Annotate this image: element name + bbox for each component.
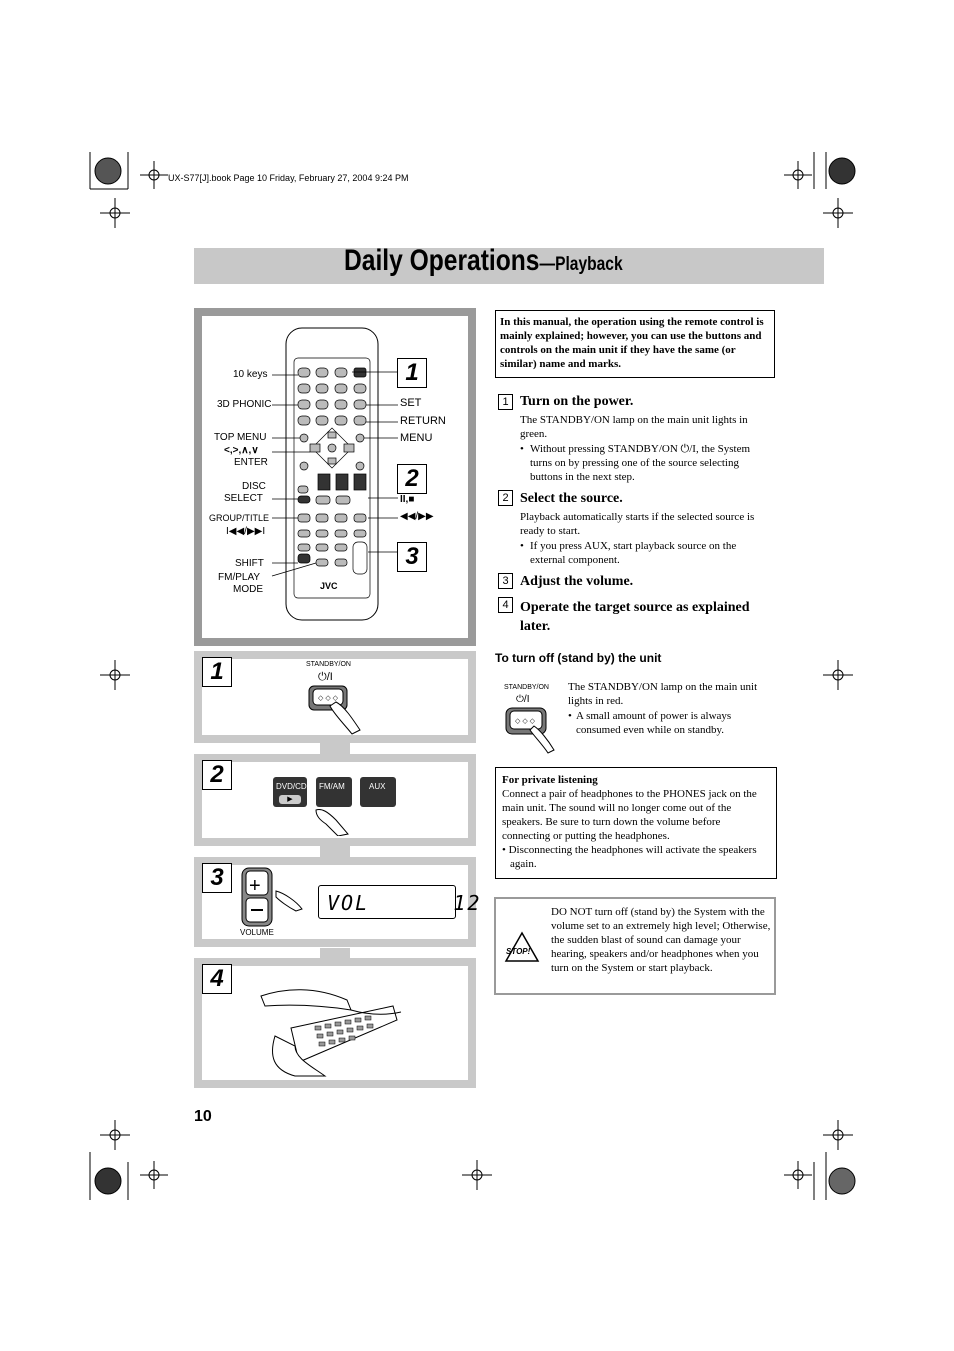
aux-label: AUX xyxy=(369,782,386,791)
step-2-heading: Select the source. xyxy=(520,491,623,506)
warning-box xyxy=(494,897,776,995)
standby-bullet-text: A small amount of power is always consumed even while on standby. xyxy=(576,710,732,736)
step-1-number: 1 xyxy=(498,394,513,410)
label-ten-keys: 10 keys xyxy=(233,369,268,380)
standby-press-icon xyxy=(502,706,562,756)
dvd-cd-button[interactable] xyxy=(273,777,307,807)
step-panel-4-number: 4 xyxy=(202,964,232,994)
callout-2: 2 xyxy=(397,464,427,494)
standby-symbol: ⏻/I xyxy=(516,694,530,705)
finger-icon xyxy=(312,806,352,836)
standby-label: STANDBY/ON xyxy=(306,661,351,668)
callout-1: 1 xyxy=(397,358,427,388)
label-menu: MENU xyxy=(400,432,433,444)
label-select: SELECT xyxy=(224,493,263,504)
file-info: UX-S77[J].book Page 10 Friday, February 27, 2004 9:24 PM xyxy=(168,173,409,183)
label-rew-ff: ◀◀/▶▶ xyxy=(400,511,434,522)
label-shift: SHIFT xyxy=(235,558,264,569)
step-2-bullet-text: If you press AUX, start playback source on the external component. xyxy=(530,540,737,566)
private-bullet: • Disconnecting the headphones will activate the speakers again. xyxy=(502,844,757,870)
step-3-number: 3 xyxy=(498,573,513,589)
power-symbol: ⏻/I xyxy=(318,671,333,683)
private-listening-box xyxy=(495,767,777,879)
dvd-cd-label: DVD/CD xyxy=(276,782,307,791)
step-panel-1-number: 1 xyxy=(202,657,232,687)
callout-3: 3 xyxy=(397,542,427,572)
label-disc: DISC xyxy=(242,481,266,492)
step-1-heading: Turn on the power. xyxy=(520,394,634,409)
fm-am-button[interactable] xyxy=(316,777,352,807)
step-4-number: 4 xyxy=(498,597,513,613)
label-group-title: GROUP/TITLE xyxy=(209,513,270,523)
page-number: 10 xyxy=(194,1108,212,1125)
private-heading: For private listening xyxy=(502,774,598,786)
step-1-bullet: • Without pressing STANDBY/ON ⏻/I, the System turns on by pressing one of the source selecting buttons in the next step. xyxy=(520,442,774,484)
stop-icon-text: STOP! xyxy=(506,947,531,956)
step-1-bullet-text: Without pressing STANDBY/ON ⏻/I, the System turns on by pressing one of the source selecting buttons in the next step. xyxy=(530,443,751,483)
label-enter: ENTER xyxy=(234,457,268,468)
warning-text: DO NOT turn off (stand by) the System with the volume set to an extremely high level; Otherwise, the sudden blast of sound can damage your hearing, speakers and/or headphones when you turn on the System or start playback. xyxy=(551,906,771,974)
label-set: SET xyxy=(400,397,422,409)
private-text: Connect a pair of headphones to the PHONES jack on the main unit. The sound will no longer come out of the speakers. Be sure to turn down the volume before connecting or putting the headphones. xyxy=(502,788,757,842)
title-sub: —Playback xyxy=(539,254,623,275)
label-mode: MODE xyxy=(233,584,263,595)
step-4-heading: Operate the target source as explained later. xyxy=(520,600,750,634)
standby-text: The STANDBY/ON lamp on the main unit lights in red. xyxy=(568,681,758,707)
step-panel-2-number: 2 xyxy=(202,760,232,790)
svg-text:◇ ◇ ◇: ◇ ◇ ◇ xyxy=(515,718,536,725)
brand-logo: JVC xyxy=(320,581,338,591)
step-3-heading: Adjust the volume. xyxy=(520,574,634,589)
svg-text:◇ ◇ ◇: ◇ ◇ ◇ xyxy=(318,695,339,702)
label-pause-stop: II,■ xyxy=(400,494,415,505)
standby-button-icon xyxy=(300,684,370,740)
step-2-bullet: • If you press AUX, start playback source on the external component. xyxy=(520,539,774,567)
volume-control-icon[interactable] xyxy=(240,867,310,929)
title-main: Daily Operations xyxy=(344,244,540,277)
aux-button[interactable] xyxy=(360,777,396,807)
svg-text:+: + xyxy=(249,875,261,897)
volume-label: VOLUME xyxy=(240,928,274,937)
step-2-body: Playback automatically starts if the selected source is ready to start. xyxy=(520,511,755,537)
label-arrows: <,>,∧,∨ xyxy=(224,445,259,456)
step-1-body: The STANDBY/ON lamp on the main unit lights in green. xyxy=(520,414,748,440)
note-remote-usage: In this manual, the operation using the remote control is mainly explained; however, you can use the buttons and controls on the main unit if they have the same (or similar) name and marks. xyxy=(495,310,775,378)
label-skip: I◀◀/▶▶I xyxy=(226,526,266,537)
label-3d-phonic: 3D PHONIC xyxy=(217,399,272,410)
standby-small-label: STANDBY/ON xyxy=(504,684,549,691)
step-2-number: 2 xyxy=(498,490,513,506)
label-top-menu: TOP MENU xyxy=(214,432,267,443)
label-fm-play: FM/PLAY xyxy=(218,572,261,583)
fm-am-label: FM/AM xyxy=(319,782,345,791)
volume-display: VOL 12 xyxy=(318,885,456,919)
play-icon: ▶ xyxy=(279,795,301,804)
label-return: RETURN xyxy=(400,415,446,427)
hand-remote-illustration xyxy=(255,966,405,1078)
standby-bullet: • A small amount of power is always consumed even while on standby. xyxy=(568,709,773,737)
standby-heading: To turn off (stand by) the unit xyxy=(495,651,662,665)
step-panel-3-number: 3 xyxy=(202,863,232,893)
page-title xyxy=(344,244,623,278)
